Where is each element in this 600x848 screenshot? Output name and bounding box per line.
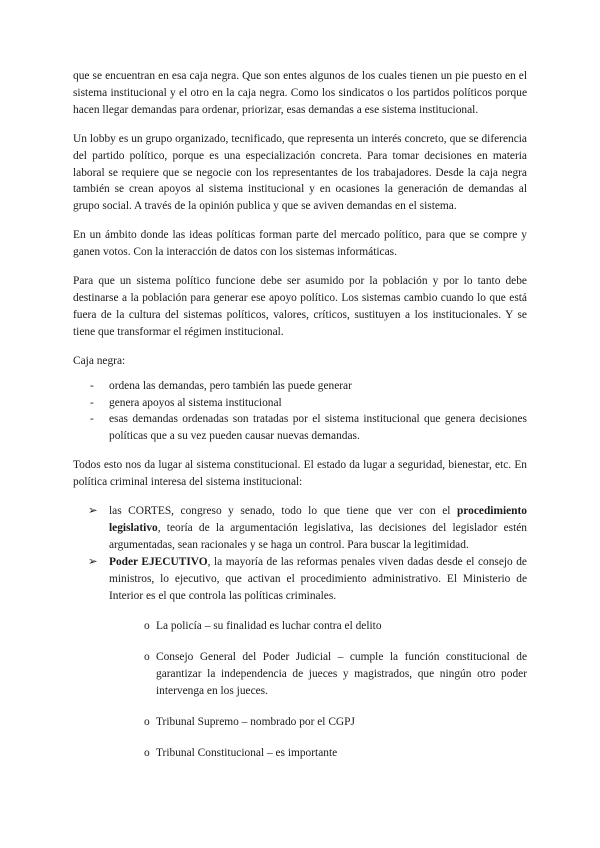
caja-negra-list: [73, 378, 527, 446]
circle-bullet-icon: o: [144, 651, 150, 664]
organs-list: [73, 618, 527, 761]
list-item-policia: o La policía – su finalidad es luchar contra el delito: [73, 618, 527, 635]
list-item: - ordena las demandas, pero también las puede generar: [73, 378, 527, 395]
arrow-bullet-icon: ➢: [88, 505, 98, 518]
list-item-cgpj: o Consejo General del Poder Judicial – cumple la función constitucional de garantizar la independencia de jueces y magistrados, que ningún otro poder intervenga en los jueces.: [144, 651, 527, 698]
list-item: - esas demandas ordenadas son tratadas por el sistema institucional que genera decisiones políticas que a su vez pueden causar nuevas demandas.: [73, 411, 527, 445]
list-item-tribunal-supremo: o Tribunal Supremo – nombrado por el CGPJ: [73, 714, 527, 731]
paragraph-caja-negra-entes: que se encuentran en esa caja negra. Que son entes algunos de los cuales tienen un pie puesto en el sistema institucional y el otro en la caja negra. Como los sindicatos o los partidos políticos porque hacen llegar demandas para ordenar, priorizar, esas demandas a ese sistema institucional.: [73, 70, 527, 116]
list-item-ejecutivo: ➢ Poder EJECUTIVO, la mayoría de las reformas penales viven dadas desde el consejo de ministros, lo ejecutivo, que activan el procedimiento administrativo. El Ministerio de Interior es el que controla las políticas criminales.: [88, 555, 527, 602]
circle-bullet-icon: o: [144, 620, 150, 633]
arrow-bullet-icon: ➢: [88, 555, 98, 568]
list-item: - genera apoyos al sistema institucional: [73, 395, 527, 412]
paragraph-sistema-constitucional: Todos esto nos da lugar al sistema constitucional. El estado da lugar a seguridad, bienestar, etc. En política criminal interesa del sistema institucional:: [73, 459, 527, 489]
emphasis-text: procedimiento legislativo: [109, 505, 527, 534]
institutions-list: [73, 503, 527, 604]
paragraph-mercado-politico: En un ámbito donde las ideas políticas forman parte del mercado político, para que se compre y ganen votos. Con la interacción de datos con los sistemas informáticas.: [73, 229, 527, 259]
circle-bullet-icon: o: [144, 716, 150, 729]
list-item-cortes: ➢ las CORTES, congreso y senado, todo lo que tiene que ver con el procedimiento legislativo, teoría de la argumentación legislativa, las decisiones del legislador estén argumentadas, sean racionales y se haga un control. Para buscar la legitimidad.: [88, 505, 527, 551]
circle-bullet-icon: o: [144, 747, 150, 759]
document-body: [73, 68, 527, 776]
paragraph-sistema-politico: Para que un sistema político funcione debe ser asumido por la población y por lo tanto debe destinarse a la población para generar ese apoyo político. Los sistemas cambio cuando lo que está fuera de la cultura del sistemas políticos, valores, críticos, sustituyen a los institucionales. Y se tiene que transformar el régimen institucional.: [73, 275, 527, 338]
list-item-tribunal-constitucional: o Tribunal Constitucional – es importante: [73, 745, 527, 762]
paragraph-lobby: Un lobby es un grupo organizado, tecnificado, que representa un interés concreto, que se diferencia del partido político, porque es una especialización concreta. Para tomar decisiones en materia laboral se requiere que se negocie con los representantes de los trabajadores. Desde la caja negra también se crean apoyos al sistema institucional y en ocasiones la generación de demandas al grupo social. A través de la opinión publica y que se aviven demandas en el sistema.: [73, 132, 527, 213]
emphasis-text: Poder EJECUTIVO: [109, 555, 208, 568]
caja-negra-heading: Caja negra:: [73, 354, 126, 367]
